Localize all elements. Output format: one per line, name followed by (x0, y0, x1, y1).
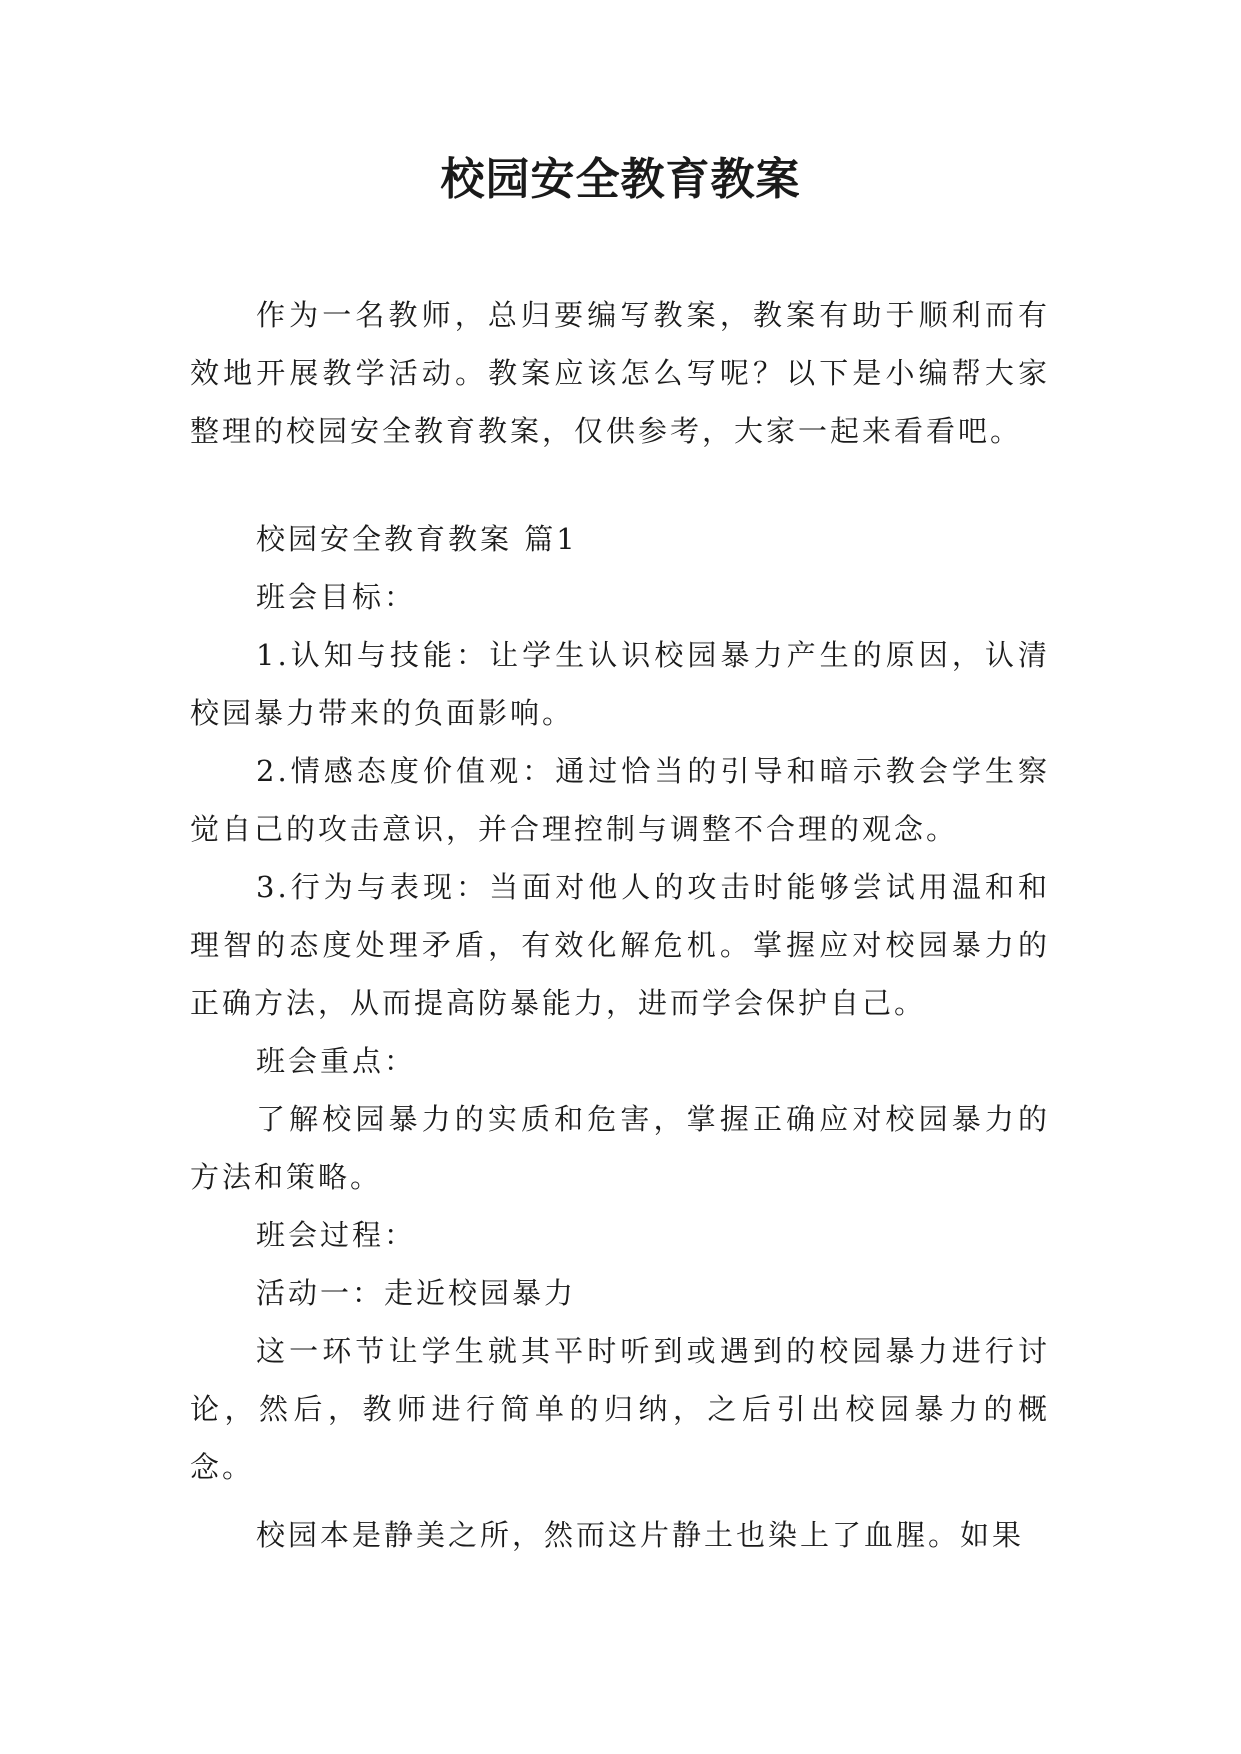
goal-item-3: 3.行为与表现：当面对他人的攻击时能够尝试用温和和理智的态度处理矛盾，有效化解危机。掌握应对校园暴力的正确方法，从而提高防暴能力，进而学会保护自己。 (190, 870, 1050, 1020)
process-label: 班会过程： (256, 1218, 417, 1252)
goal-item-2: 2.情感态度价值观：通过恰当的引导和暗示教会学生察觉自己的攻击意识，并合理控制与调整不合理的观念。 (190, 754, 1050, 846)
goal-item-1: 1.认知与技能：让学生认识校园暴力产生的原因，认清校园暴力带来的负面影响。 (190, 638, 1050, 730)
closing-paragraph: 校园本是静美之所，然而这片静土也染上了血腥。如果 (256, 1518, 1025, 1552)
focus-label: 班会重点： (256, 1044, 417, 1078)
intro-paragraph: 作为一名教师，总归要编写教案，教案有助于顺利而有效地开展教学活动。教案应该怎么写呢？以下是小编帮大家整理的校园安全教育教案，仅供参考，大家一起来看看吧。 (190, 298, 1050, 448)
activity-paragraph: 这一环节让学生就其平时听到或遇到的校园暴力进行讨论，然后，教师进行简单的归纳，之后引出校园暴力的概念。 (190, 1334, 1050, 1484)
document-body (190, 286, 1050, 1564)
activity-heading: 活动一：走近校园暴力 (256, 1276, 577, 1310)
document-title: 校园安全教育教案 (440, 154, 801, 205)
goal-label: 班会目标： (256, 580, 417, 614)
section-heading: 校园安全教育教案 篇1 (256, 522, 578, 556)
focus-paragraph: 了解校园暴力的实质和危害，掌握正确应对校园暴力的方法和策略。 (190, 1102, 1050, 1194)
